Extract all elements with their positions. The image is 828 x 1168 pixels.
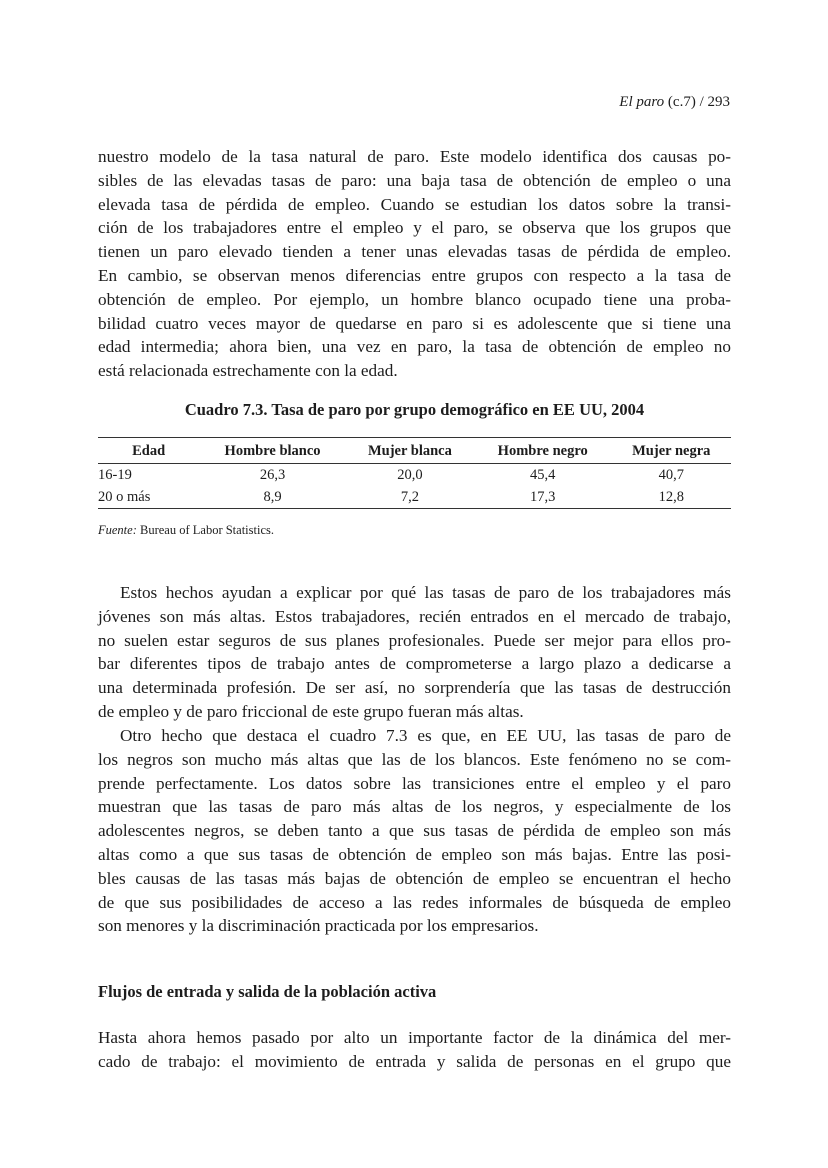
table-source xyxy=(98,523,274,538)
text-line: adolescentes negros, se deben tanto a que sus tasas de pérdida de empleo son más xyxy=(98,821,731,841)
text-line: obtención de empleo. Por ejemplo, un hombre blanco ocupado tiene una proba- xyxy=(98,289,731,309)
text-line: jóvenes son más altas. Estos trabajadores, recién entrados en el mercado de trabajo, xyxy=(98,606,731,626)
table-row xyxy=(98,464,731,487)
column-header: Mujer negra xyxy=(612,438,732,464)
text-line: elevada tasa de pérdida de empleo. Cuando se estudian los datos sobre la transi- xyxy=(98,194,731,214)
text-line: En cambio, se observan menos diferencias entre grupos con respecto a la tasa de xyxy=(98,265,731,285)
text-line: prende perfectamente. Los datos sobre las transiciones entre el empleo y el paro xyxy=(98,773,731,793)
section-heading: Flujos de entrada y salida de la población activa xyxy=(98,982,437,1001)
running-title: El paro xyxy=(619,94,665,110)
column-header: Edad xyxy=(98,438,199,464)
table-cell: 17,3 xyxy=(530,489,556,505)
running-header xyxy=(619,94,730,111)
text-line: Estos hechos ayudan a explicar por qué las tasas de paro de los trabajadores más xyxy=(120,583,731,602)
page-number: / 293 xyxy=(699,94,730,110)
text-line: no suelen estar seguros de sus planes profesionales. Puede ser mejor para ellos pro- xyxy=(98,630,731,650)
text-line: sibles de las elevadas tasas de paro: una baja tasa de obtención de empleo o una xyxy=(98,170,731,190)
text-line: nuestro modelo de la tasa natural de paro. Este modelo identifica dos causas po- xyxy=(98,147,731,166)
table-cell: 26,3 xyxy=(259,467,286,483)
table-cell: 40,7 xyxy=(658,467,684,483)
table-title: Cuadro 7.3. Tasa de paro por grupo demográfico en EE UU, 2004 xyxy=(184,400,645,419)
text-line: edad intermedia; ahora bien, una vez en paro, la tasa de obtención de empleo no xyxy=(98,337,731,357)
text-line: de empleo y de paro friccional de este grupo fueran más altas. xyxy=(98,701,524,721)
column-header: Mujer blanca xyxy=(346,438,474,464)
text-line: son menores y la discriminación practicada por los empresarios. xyxy=(98,916,539,936)
text-line: Otro hecho que destaca el cuadro 7.3 es que, en EE UU, las tasas de paro de xyxy=(120,726,731,745)
unemployment-table xyxy=(98,437,731,509)
table-row xyxy=(98,486,731,509)
text-line: tienen un paro elevado tienden a tener unas elevadas tasas de pérdida de empleo. xyxy=(98,242,731,262)
table-cell: 7,2 xyxy=(400,489,419,505)
table-cell: 16-19 xyxy=(98,467,132,483)
text-line: bar diferentes tipos de trabajo antes de comprometerse a largo plazo a dedicarse a xyxy=(98,654,731,674)
paragraph-2 xyxy=(98,581,731,724)
paragraph-4 xyxy=(98,1026,731,1074)
text-line: está relacionada estrechamente con la edad. xyxy=(98,361,398,381)
text-line: altas como a que sus tasas de obtención de empleo son más bajas. Entre las posi- xyxy=(98,844,731,864)
text-line: una determinada profesión. De ser así, no sorprendería que las tasas de destrucción xyxy=(98,678,731,698)
text-line: cado de trabajo: el movimiento de entrada y salida de personas en el grupo que xyxy=(98,1051,731,1071)
text-line: Hasta ahora hemos pasado por alto un importante factor de la dinámica del mer- xyxy=(98,1028,731,1047)
text-line: bles causas de las tasas más bajas de obtención de empleo se encuentran el hecho xyxy=(98,868,731,888)
source-text: Bureau of Labor Statistics. xyxy=(140,523,274,537)
text-line: ción de los trabajadores entre el empleo y el paro, se observa que los grupos que xyxy=(98,218,731,238)
column-header: Hombre negro xyxy=(474,438,612,464)
table-cell: 20 o más xyxy=(98,489,151,505)
paragraph-3 xyxy=(98,724,731,938)
text-line: de que sus posibilidades de acceso a las redes informales de búsqueda de empleo xyxy=(98,892,731,912)
text-line: los negros son mucho más altas que las de los blancos. Este fenómeno no se com- xyxy=(98,749,731,769)
chapter-label: (c.7) xyxy=(667,94,696,110)
paragraph-1 xyxy=(98,145,731,383)
source-label: Fuente: xyxy=(98,523,137,537)
table-cell: 8,9 xyxy=(263,489,282,505)
table-cell: 45,4 xyxy=(530,467,556,483)
table-cell: 12,8 xyxy=(658,489,684,505)
table-cell: 20,0 xyxy=(397,467,423,483)
text-line: muestran que las tasas de paro más altas de los negros, y especialmente de los xyxy=(98,797,731,817)
text-line: bilidad cuatro veces mayor de quedarse en paro si es adolescente que si tiene una xyxy=(98,313,731,333)
column-header: Hombre blanco xyxy=(199,438,346,464)
